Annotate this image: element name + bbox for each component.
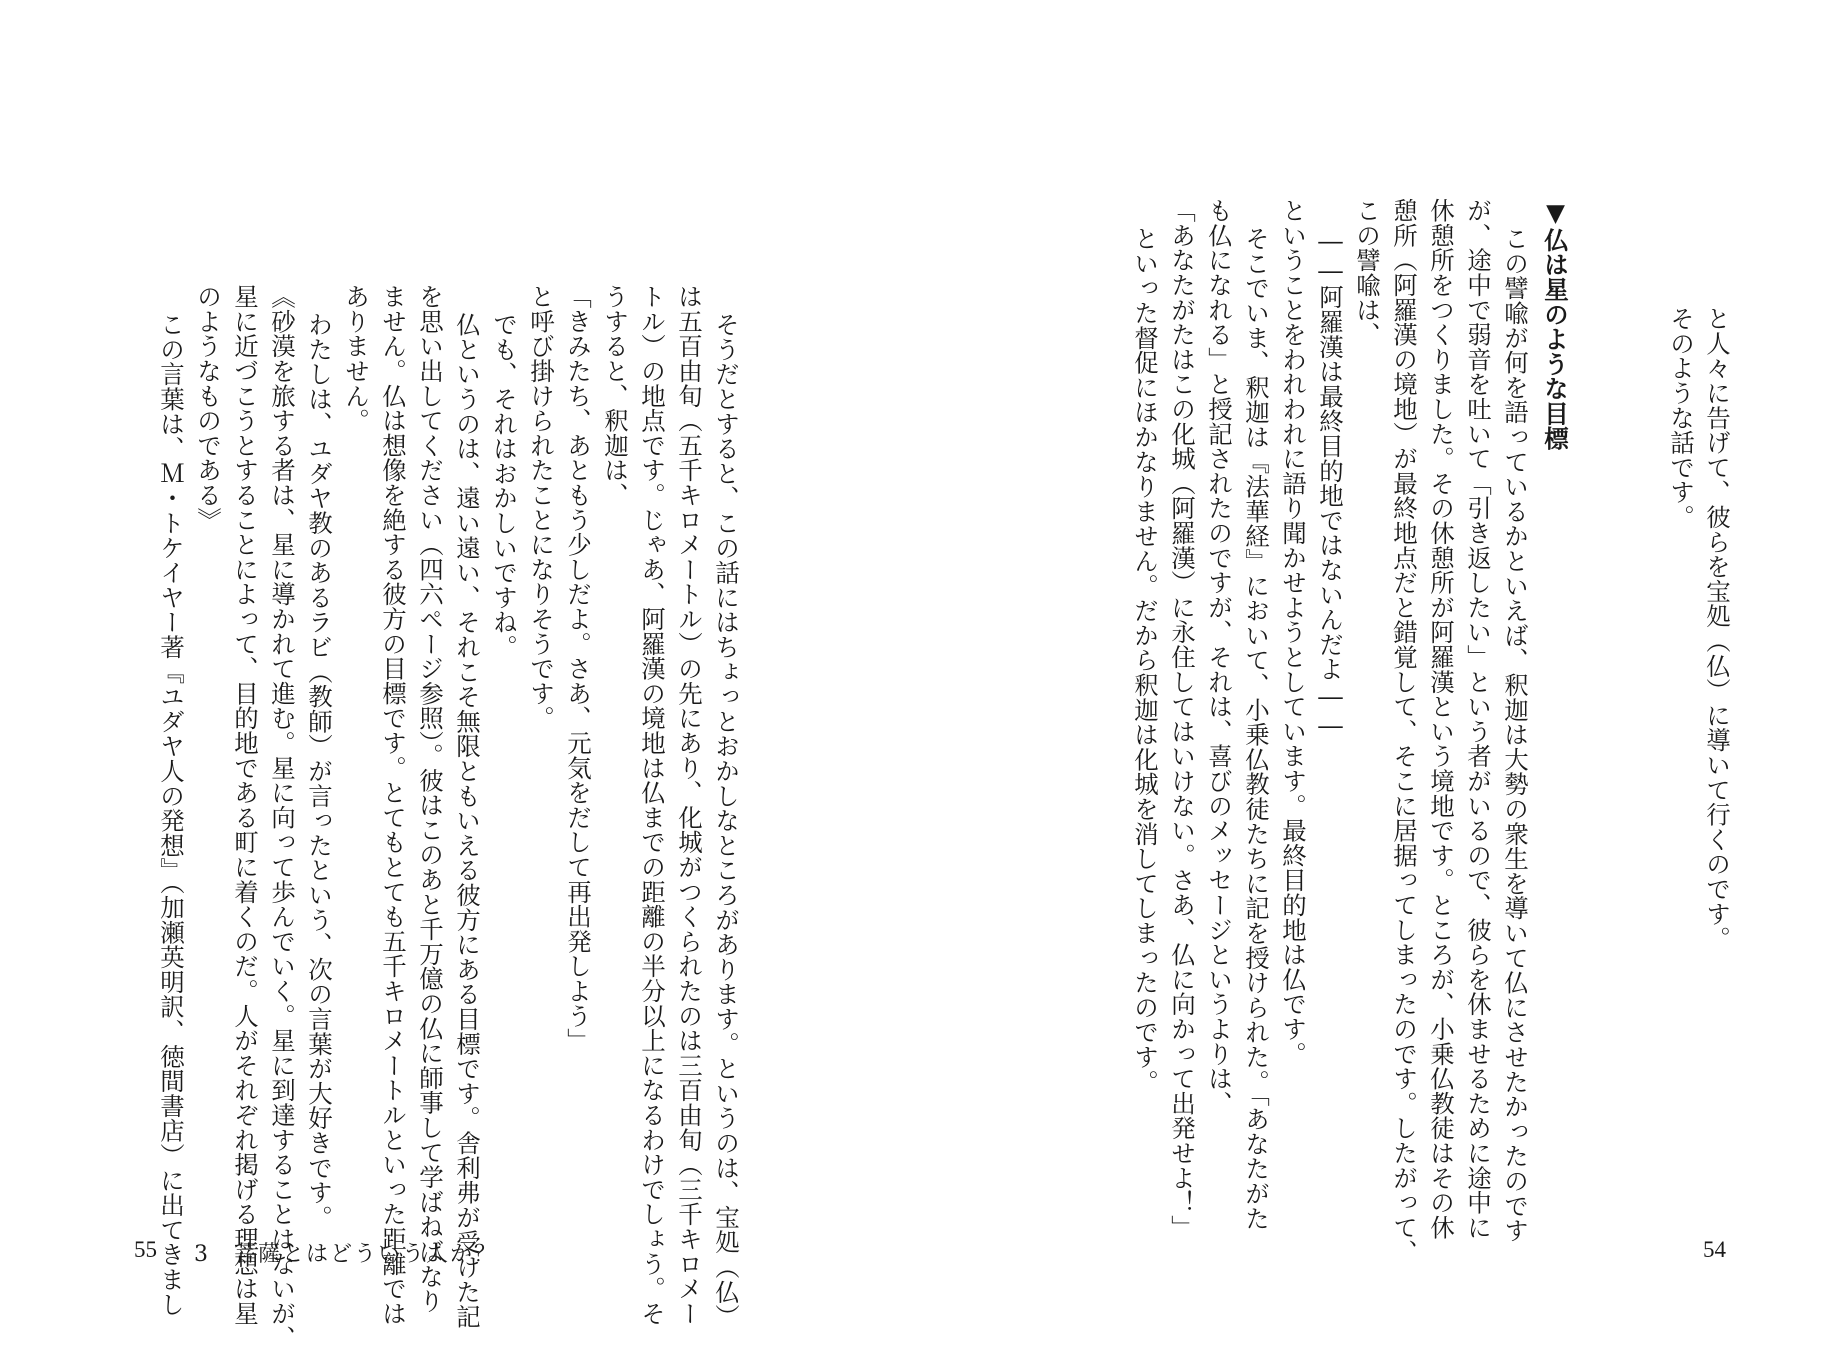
text-line: そうだとすると、この話にはちょっとおかしなところがあります。というのは、宝処（仏）	[712, 312, 741, 1329]
text-line: この譬喩が何を語っているかといえば、釈迦は大勢の衆生を導いて仏にさせたかったのです	[1501, 226, 1530, 1243]
text-line: うすると、釈迦は、	[601, 284, 630, 508]
text-line: 仏というのは、遠い遠い、それこそ無限ともいえる彼方にある目標です。舎利弗が受けた記	[453, 312, 482, 1329]
text-line: 星に近づこうとすることによって、目的地である町に着くのだ。人がそれぞれ掲げる理想は星	[231, 284, 260, 1326]
text-line: でも、それはおかしいですね。	[490, 312, 519, 660]
text-line: ありません。	[342, 284, 371, 433]
page-number-right: 54	[1703, 1237, 1726, 1262]
page-number-left: 55	[134, 1237, 157, 1262]
text-line: この譬喩は、	[1353, 198, 1382, 347]
text-line: ません。仏は想像を絶する彼方の目標です。とてもとても五千キロメートルといった距離では	[379, 284, 408, 1326]
text-line: 「あなたがたはこの化城（阿羅漢）に永住してはいけない。さあ、仏に向かって出発せよ！」	[1168, 198, 1197, 1240]
text-line: 《砂漠を旅する者は、星に導かれて進む。星に向って歩んでいく。星に到達することはないが、	[268, 284, 297, 1350]
text-line: のようなものである》	[194, 284, 223, 532]
text-line: そこでいま、釈迦は『法華経』において、小乗仏教徒たちに記を授けられた。「あなたがた	[1242, 226, 1271, 1231]
right-page	[919, 0, 1838, 1350]
text-line: ということをわれわれに語り聞かせようとしています。最終目的地は仏です。	[1279, 198, 1308, 1066]
running-head: 3 菩薩とはどういう人か？	[194, 1242, 498, 1267]
section-heading: ▼仏は星のような目標	[1541, 198, 1570, 451]
text-line: を思い出してください（四六ページ参照）。彼はこのあと千万億の仏に師事して学ばねばなり	[416, 284, 445, 1314]
right-page-text	[919, 0, 1838, 1350]
text-line: 休憩所をつくりました。その休憩所が阿羅漢という境地です。ところが、小乗仏教徒はその休	[1427, 198, 1456, 1240]
text-line: といった督促にほかなりません。だから釈迦は化城を消してしまったのです。	[1131, 226, 1160, 1094]
text-line: トル）の地点です。じゃあ、阿羅漢の境地は仏までの距離の半分以上になるわけでしょう。そ	[638, 284, 667, 1326]
text-line: も仏になれる」と授記されたのですが、それは、喜びのメッセージというよりは、	[1205, 198, 1234, 1116]
text-line: は五百由旬（五千キロメートル）の先にあり、化城がつくられたのは三百由旬（三千キロメー	[675, 284, 704, 1326]
text-line: と呼び掛けられたことになりそうです。	[527, 284, 556, 731]
text-line: が、途中で弱音を吐いて「引き返したい」という者がいるので、彼らを休ませるために途中に	[1464, 198, 1493, 1240]
text-line: この言葉は、Ｍ・トケイヤー著『ユダヤ人の発想』（加瀬英明訳、徳間書店）に出てきまし	[157, 312, 186, 1317]
text-line: ――阿羅漢は最終目的地ではないんだよ――	[1316, 226, 1345, 740]
text-line: そのような話です。	[1667, 306, 1696, 530]
text-line: わたしは、ユダヤ教のあるラビ（教師）が言ったという、次の言葉が大好きです。	[305, 312, 334, 1230]
text-line: 憩所（阿羅漢の境地）が最終地点だと錯覚して、そこに居据ってしまったのです。したがって、	[1390, 198, 1419, 1265]
text-line: と人々に告げて、彼らを宝処（仏）に導いて行くのです。	[1703, 306, 1732, 951]
text-line: 「きみたち、あともう少しだよ。さあ、元気をだして再出発しよう」	[564, 284, 593, 1053]
